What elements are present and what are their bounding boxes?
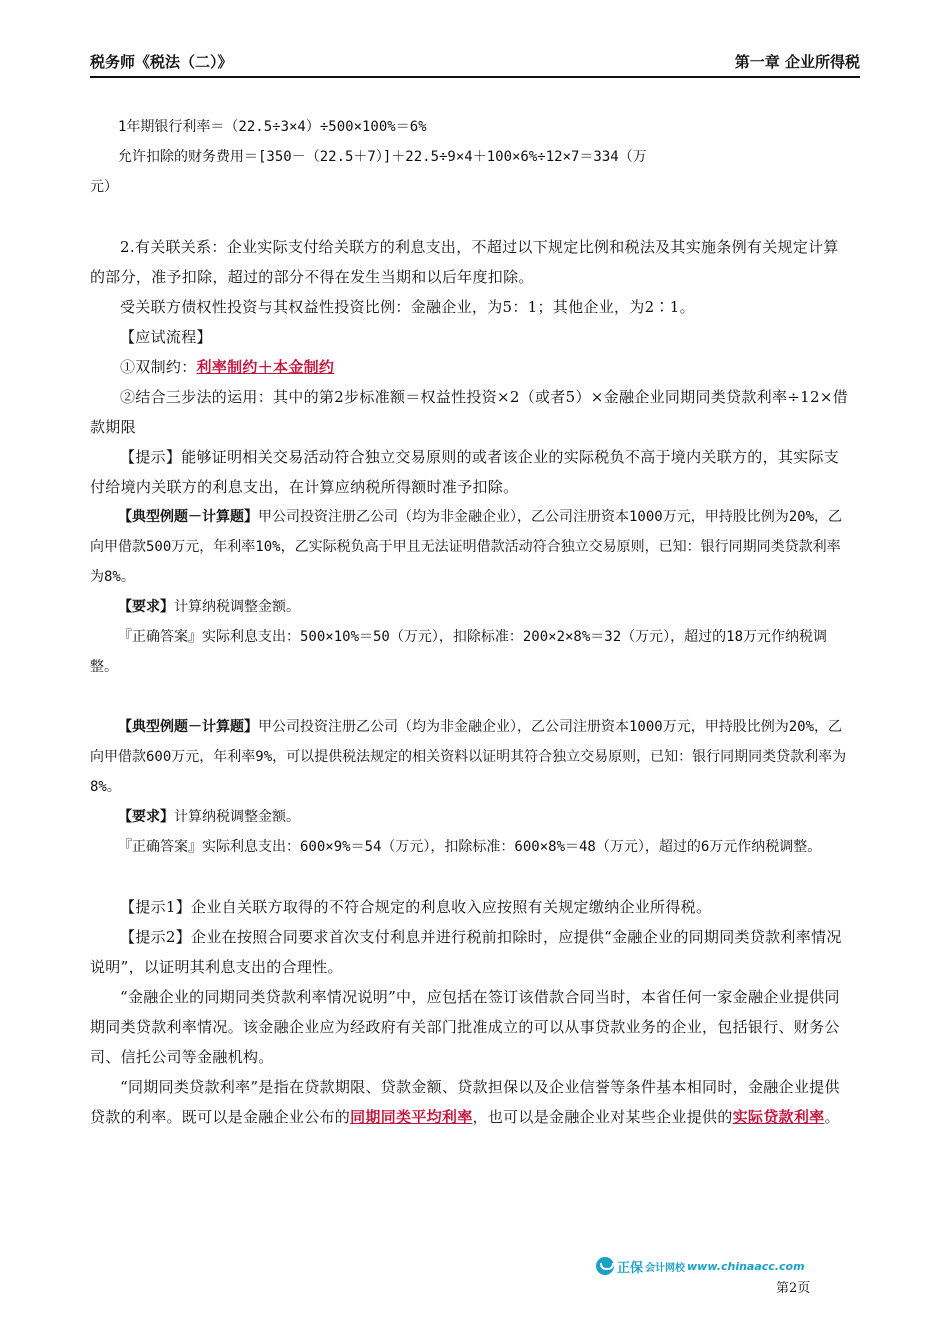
- brand-logo-icon: [596, 1257, 614, 1275]
- para-three-step: ②结合三步法的运用：其中的第2步标准额＝权益性投资×2（或者5）×金融企业同期同类贷款利率÷12×借款期限: [90, 388, 848, 436]
- page-header: [90, 52, 860, 78]
- highlight-actual-rate: 实际贷款利率: [732, 1108, 825, 1126]
- example-2-answer: 『正确答案』实际利息支出：600×9%＝54（万元），扣除标准：600×8%＝48（万元），超过的6万元作纳税调整。: [118, 839, 822, 855]
- example-1-title: 【典型例题－计算题】: [118, 509, 258, 525]
- para-tip: 【提示】能够证明相关交易活动符合独立交易原则的或者该企业的实际税负不高于境内关联方的，其实际支付给境内关联方的利息支出，在计算应纳税所得额时准予扣除。: [90, 448, 840, 496]
- para-debt-ratio: 受关联方债权性投资与其权益性投资比例：金融企业，为5：1；其他企业，为2∶1。: [120, 298, 695, 316]
- para-rate-definition: “同期同类贷款利率”是指在贷款期限、贷款金额、贷款担保以及企业信誉等条件基本相同时，金融企业提供贷款的利率。既可以是金融企业公布的同期同类平均利率，也可以是金融企业对某些企业提供的实际贷款利率。: [90, 1078, 840, 1126]
- page-body: [90, 112, 850, 1132]
- para-related-party: 2.有关联关系：企业实际支付给关联方的利息支出，不超过以下规定比例和税法及其实施条例有关规定计算的部分，准予扣除，超过的部分不得在发生当期和以后年度扣除。: [90, 238, 839, 286]
- double-constraint-highlight: 利率制约＋本金制约: [196, 358, 335, 376]
- line-bank-rate: 1年期银行利率＝（22.5÷3×4）÷500×100%＝6%: [118, 119, 427, 135]
- example-1: [90, 502, 850, 592]
- line-finance-cost: 允许扣除的财务费用＝[350－（22.5＋7）]＋22.5÷9×4＋100×6%÷12×7＝334（万: [118, 149, 647, 165]
- para-tip-1: 【提示1】企业自关联方取得的不符合规定的利息收入应按照有关规定缴纳企业所得税。: [120, 898, 712, 916]
- para-double-constraint: [90, 352, 850, 382]
- logo-subtitle: 会计网校: [645, 1262, 686, 1274]
- logo-brand: 正保: [617, 1260, 644, 1276]
- example-2-requirement: 【要求】计算纳税调整金额。: [118, 809, 300, 825]
- para-rate-statement: “金融企业的同期同类贷款利率情况说明”中，应包括在签订该借款合同当时，本省任何一家金融企业提供同期同类贷款利率情况。该金融企业应为经政府有关部门批准成立的可以从事贷款业务的企业，包括银行、财务公司、信托公司等金融机构。: [90, 988, 840, 1066]
- line-finance-cost-cont: 元）: [90, 179, 118, 195]
- header-book-title: 税务师《税法（二）》: [90, 53, 233, 71]
- example-1-requirement: 【要求】计算纳税调整金额。: [118, 599, 300, 615]
- highlight-average-rate: 同期同类平均利率: [350, 1108, 473, 1126]
- page-number: 第2页: [776, 1281, 811, 1296]
- example-1-answer: 『正确答案』实际利息支出：500×10%＝50（万元），扣除标准：200×2×8%＝32（万元），超过的18万元作纳税调整。: [90, 629, 828, 675]
- example-2-title: 【典型例题－计算题】: [118, 719, 258, 735]
- para-tip-2: 【提示2】企业在按照合同要求首次支付利息并进行税前扣除时，应提供“金融企业的同期同类贷款利率情况说明”，以证明其利息支出的合理性。: [90, 928, 842, 976]
- logo-url: www.chinaacc.com: [687, 1259, 805, 1273]
- header-chapter-title: 第一章 企业所得税: [734, 53, 860, 71]
- footer-logo: [596, 1256, 805, 1276]
- example-1-body: 甲公司投资注册乙公司（均为非金融企业），乙公司注册资本1000万元，甲持股比例为20%，乙向甲借款500万元，年利率10%，乙实际税负高于甲且无法证明借款活动符合独立交易原则，已知：银行同期同类贷款利率为8%。: [90, 509, 842, 585]
- double-constraint-label: ①双制约：: [120, 358, 197, 376]
- example-2: [90, 712, 850, 802]
- para-exam-flow: 【应试流程】: [120, 328, 212, 346]
- example-2-body: 甲公司投资注册乙公司（均为非金融企业），乙公司注册资本1000万元，甲持股比例为20%，乙向甲借款600万元，年利率9%，可以提供税法规定的相关资料以证明其符合独立交易原则，已知：银行同期同类贷款利率为8%。: [90, 719, 847, 795]
